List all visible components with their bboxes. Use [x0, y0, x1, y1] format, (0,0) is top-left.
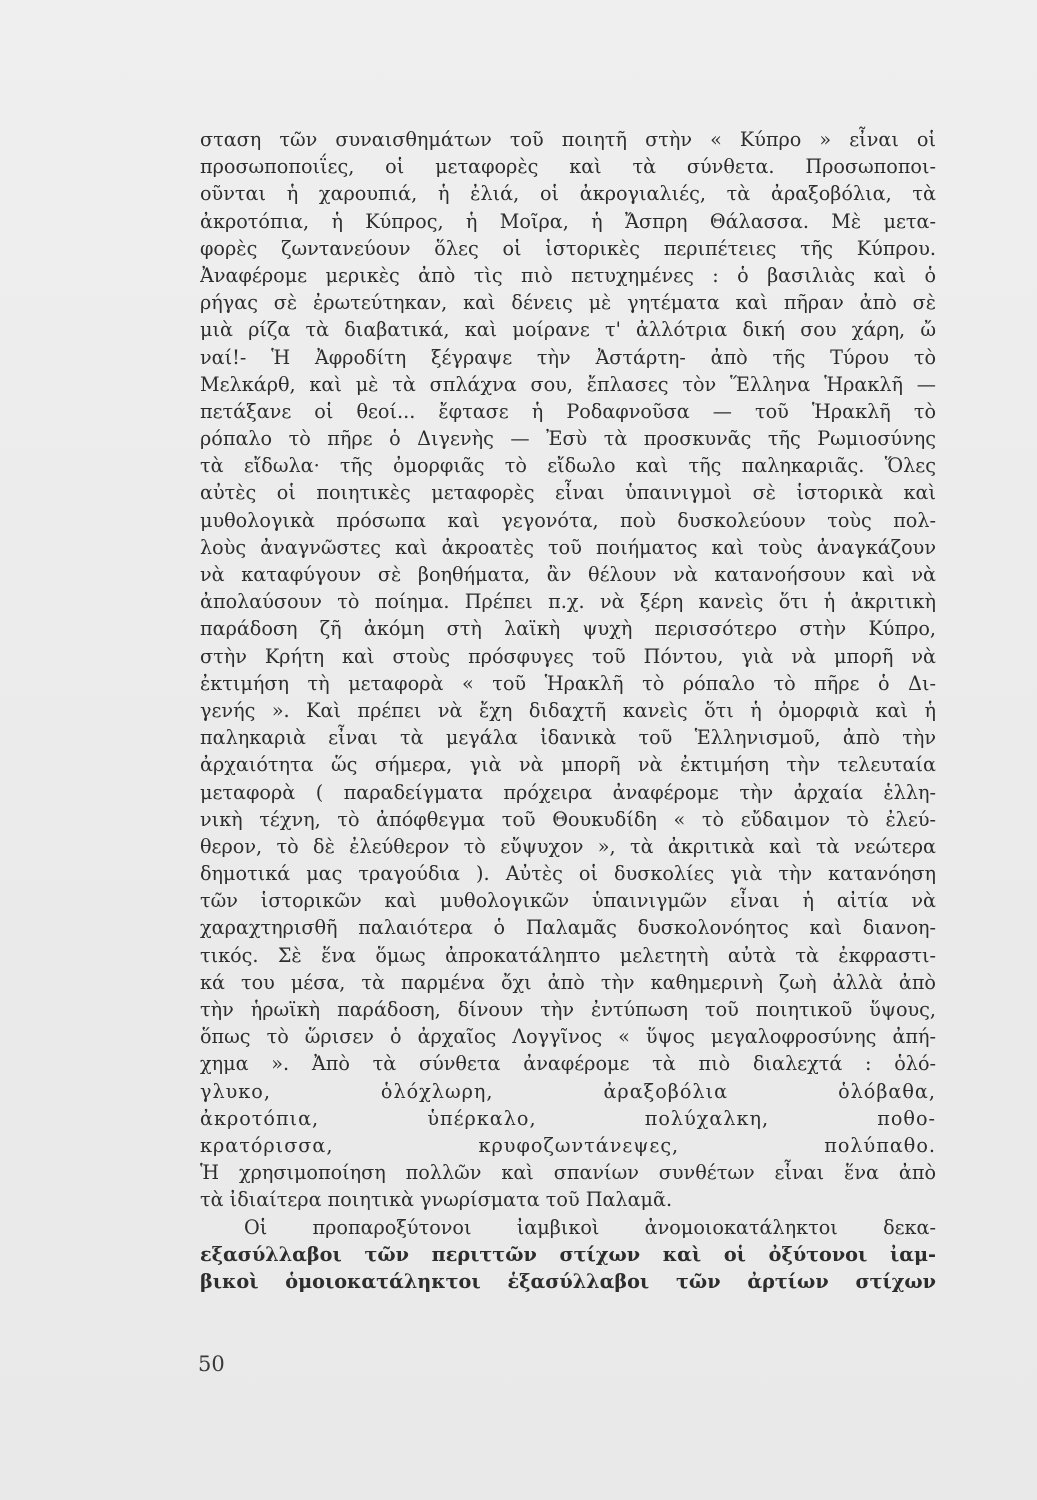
text-line: παράδοση ζῆ ἀκόμη στὴ λαϊκὴ ψυχὴ περισσότερο στὴν Κύπρο,	[200, 617, 936, 641]
text-line: ρήγας σὲ ἐρωτεύτηκαν, καὶ δένεις μὲ γητέματα καὶ πῆραν ἀπὸ σὲ	[200, 291, 936, 315]
text-line: παληκαριὰ εἶναι τὰ μεγάλα ἰδανικὰ τοῦ Ἑλληνισμοῦ, ἀπὸ τὴν	[200, 726, 936, 750]
text-line: Ἀναφέρομε μερικὲς ἀπὸ τὶς πιὸ πετυχημένες : ὁ βασιλιὰς καὶ ὁ	[200, 263, 936, 287]
text-line: μυθολογικὰ πρόσωπα καὶ γεγονότα, ποὺ δυσκολεύουν τοὺς πολ-	[200, 508, 936, 532]
text-line: ἀκροτόπια, ὑπέρκαλο, πολύχαλκη, ποθο-	[200, 1106, 936, 1130]
text-line: κά του μέσα, τὰ παρμένα ὄχι ἀπὸ τὴν καθημερινὴ ζωὴ ἀλλὰ ἀπὸ	[200, 970, 936, 994]
text-line: λοὺς ἀναγνῶστες καὶ ἀκροατὲς τοῦ ποιήματος καὶ τοὺς ἀναγκάζουν	[200, 535, 936, 559]
text-line: μεταφορὰ ( παραδείγματα πρόχειρα ἀναφέρομε τὴν ἀρχαία ἑλλη-	[200, 780, 936, 804]
text-line: στὴν Κρήτη καὶ στοὺς πρόσφυγες τοῦ Πόντου, γιὰ νὰ μπορῆ νὰ	[200, 644, 936, 668]
text-line: χημα ». Ἀπὸ τὰ σύνθετα ἀναφέρομε τὰ πιὸ διαλεχτά : ὁλό-	[200, 1052, 936, 1076]
text-line: θερον, τὸ δὲ ἐλεύθερον τὸ εὔψυχον », τὰ ἀκριτικὰ καὶ τὰ νεώτερα	[200, 834, 936, 858]
text-line: τῶν ἱστορικῶν καὶ μυθολογικῶν ὑπαινιγμῶν εἶναι ἡ αἰτία νὰ	[200, 889, 936, 913]
text-line: αὐτὲς οἱ ποιητικὲς μεταφορὲς εἶναι ὑπαινιγμοὶ σὲ ἱστορικὰ καὶ	[200, 481, 936, 505]
text-line: τὰ ἰδιαίτερα ποιητικὰ γνωρίσματα τοῦ Παλαμᾶ.	[200, 1188, 673, 1212]
section-heading-line: βικοὶ ὁμοιοκατάληκτοι ἑξασύλλαβοι τῶν ἀρτίων στίχων	[200, 1269, 936, 1293]
text-line: νὰ καταφύγουν σὲ βοηθήματα, ἂν θέλουν νὰ κατανοήσουν καὶ νὰ	[200, 563, 936, 586]
text-line: χαραχτηρισθῆ παλαιότερα ὁ Παλαμᾶς δυσκολονόητος καὶ διανοη-	[200, 916, 936, 940]
section-heading-line: Οἱ προπαροξύτονοι ἰαμβικοὶ ἀνομοιοκατάληκτοι δεκα-	[244, 1215, 936, 1239]
page-number: 50	[198, 1352, 225, 1376]
text-line: νικὴ τέχνη, τὸ ἀπόφθεγμα τοῦ Θουκυδίδη « τὸ εὔδαιμον τὸ ἐλεύ-	[200, 807, 936, 831]
text-line: μιὰ ρίζα τὰ διαβατικά, καὶ μοίρανε τ' ἀλλότρια δική σου χάρη, ὤ	[200, 318, 936, 342]
text-line: τὰ εἴδωλα· τῆς ὀμορφιᾶς τὸ εἴδωλο καὶ τῆς παληκαριᾶς. Ὅλες	[200, 454, 936, 478]
text-line: ἐκτιμήση τὴ μεταφορὰ « τοῦ Ἡρακλῆ τὸ ρόπαλο τὸ πῆρε ὁ Δι-	[200, 671, 936, 695]
body-text	[200, 126, 936, 1295]
text-line: σταση τῶν συναισθημάτων τοῦ ποιητῆ στὴν « Κύπρο » εἶναι οἱ	[200, 128, 936, 151]
text-line: οῦνται ἡ χαρουπιά, ἡ ἐλιά, οἱ ἀκρογιαλιές, τὰ ἀραξοβόλια, τὰ	[200, 182, 936, 206]
text-line: γενής ». Καὶ πρέπει νὰ ἔχη διδαχτῆ κανεὶς ὅτι ἡ ὀμορφιὰ καὶ ἡ	[200, 698, 936, 722]
text-line: δημοτικά μας τραγούδια ). Αὐτὲς οἱ δυσκολίες γιὰ τὴν κατανόηση	[200, 862, 936, 886]
text-line: ἀρχαιότητα ὥς σήμερα, γιὰ νὰ μπορῆ νὰ ἐκτιμήση τὴν τελευταία	[200, 753, 936, 777]
text-line: γλυκο, ὁλόχλωρη, ἀραξοβόλια ὁλόβαθα,	[200, 1079, 936, 1103]
text-line: τικός. Σὲ ἕνα ὅμως ἀπροκατάληπτο μελετητὴ αὐτὰ τὰ ἐκφραστι-	[200, 943, 936, 967]
text-line: ναί!- Ἡ Ἀφροδίτη ξέγραψε τὴν Ἀστάρτη- ἀπὸ τῆς Τύρου τὸ	[200, 345, 936, 369]
text-line: ἀκροτόπια, ἡ Κύπρος, ἡ Μοῖρα, ἡ Ἄσπρη Θάλασσα. Μὲ μετα-	[200, 209, 936, 233]
text-line: ὅπως τὸ ὥρισεν ὁ ἀρχαῖος Λογγῖνος « ὕψος μεγαλοφροσύνης ἀπή-	[200, 1025, 936, 1049]
text-line: τὴν ἡρωϊκὴ παράδοση, δίνουν τὴν ἐντύπωση τοῦ ποιητικοῦ ὕψους,	[200, 998, 936, 1021]
text-line: κρατόρισσα, κρυφοζωντάνεψες, πολύπαθο.	[200, 1133, 936, 1157]
section-heading-line: εξασύλλαβοι τῶν περιττῶν στίχων καὶ οἱ ὀξύτονοι ἰαμ-	[200, 1242, 936, 1266]
text-line: πετάξανε οἱ θεοί... ἔφτασε ἡ Ροδαφνοῦσα — τοῦ Ἡρακλῆ τὸ	[200, 399, 936, 423]
text-line: ἀπολαύσουν τὸ ποίημα. Πρέπει π.χ. νὰ ξέρη κανεὶς ὅτι ἡ ἀκριτικὴ	[200, 590, 936, 614]
text-line: προσωποποιΐες, οἱ μεταφορὲς καὶ τὰ σύνθετα. Προσωποποι-	[200, 155, 936, 179]
text-line: Ἡ χρησιμοποίηση πολλῶν καὶ σπανίων συνθέτων εἶναι ἕνα ἀπὸ	[200, 1161, 936, 1185]
text-line: Μελκάρθ, καὶ μὲ τὰ σπλάχνα σου, ἔπλασες τὸν Ἕλληνα Ἡρακλῆ —	[200, 372, 936, 396]
text-line: ρόπαλο τὸ πῆρε ὁ Διγενὴς — Ἐσὺ τὰ προσκυνᾶς τῆς Ρωμιοσύνης	[200, 427, 936, 451]
text-line: φορὲς ζωντανεύουν ὅλες οἱ ἱστορικὲς περιπέτειες τῆς Κύπρου.	[200, 236, 936, 260]
